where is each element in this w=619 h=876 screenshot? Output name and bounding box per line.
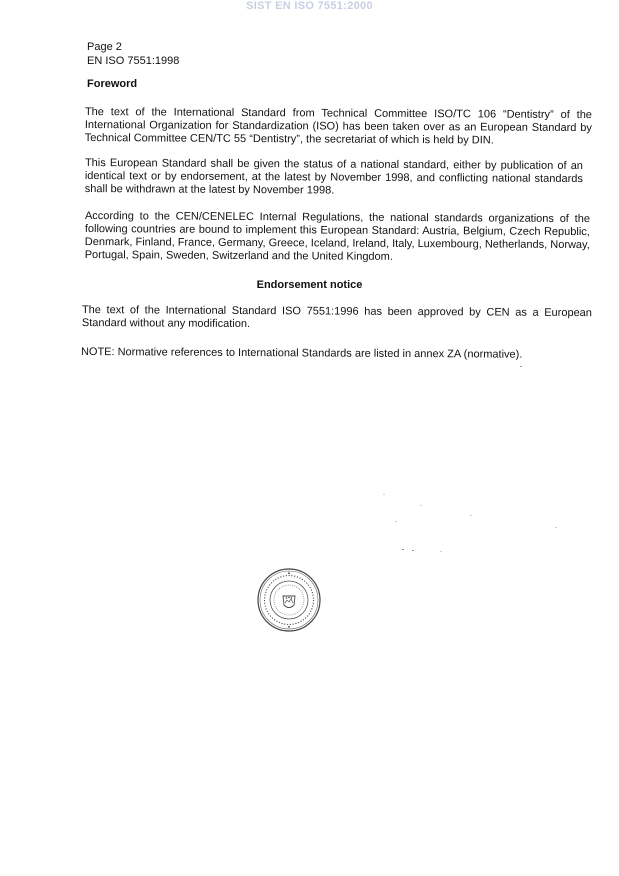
scan-speck (412, 550, 414, 551)
page-header (87, 40, 179, 68)
foreword-paragraph-3: According to the CEN/CENELEC Internal Regulations, the national standards organizations of the following countries are bound to implement this European Standard: Austria, Belgium, Czech Republic, Denmark, Finland, France, Germany, Greece, Iceland, Ireland, Italy, Luxembourg, Netherlands, Norway, Portugal, Spain, Sweden, Switzerland and the United Kingdom. (84, 210, 590, 263)
official-seal-stamp (256, 567, 322, 633)
scan-speck (555, 527, 557, 528)
foreword-heading: Foreword (87, 78, 138, 90)
endorsement-heading: Endorsement notice (256, 279, 363, 291)
endorsement-paragraph: The text of the International Standard ISO 7551:1996 has been approved by CEN as a European Standard without any modification. (81, 304, 592, 331)
foreword-paragraph-2: This European Standard shall be given the status of a national standard, either by publication of an identical text or by endorsement, at the latest by November 1998, and conflicting national standards shall be withdrawn at the latest by November 1998. (84, 157, 583, 197)
normative-note: NOTE: Normative references to International Standards are listed in annex ZA (normative). (80, 346, 523, 361)
scan-speck (440, 551, 442, 552)
scan-speck (383, 494, 385, 495)
document-id: EN ISO 7551:1998 (87, 55, 180, 67)
scan-speck (402, 549, 404, 550)
watermark-text: SIST EN ISO 7551:2000 (246, 0, 373, 12)
page-number: Page 2 (87, 41, 122, 53)
scan-speck (520, 366, 522, 367)
scan-speck (470, 515, 472, 516)
foreword-paragraph-1: The text of the International Standard from Technical Committee ISO/TC 106 “Dentistry” of the International Organization for Standardization (ISO) has been taken over as an European Standard by Technical Committee CEN/TC 55 “Dentistry”, the secretariat of which is held by DIN. (84, 106, 592, 147)
scan-speck (420, 505, 422, 506)
scan-speck (395, 521, 397, 522)
